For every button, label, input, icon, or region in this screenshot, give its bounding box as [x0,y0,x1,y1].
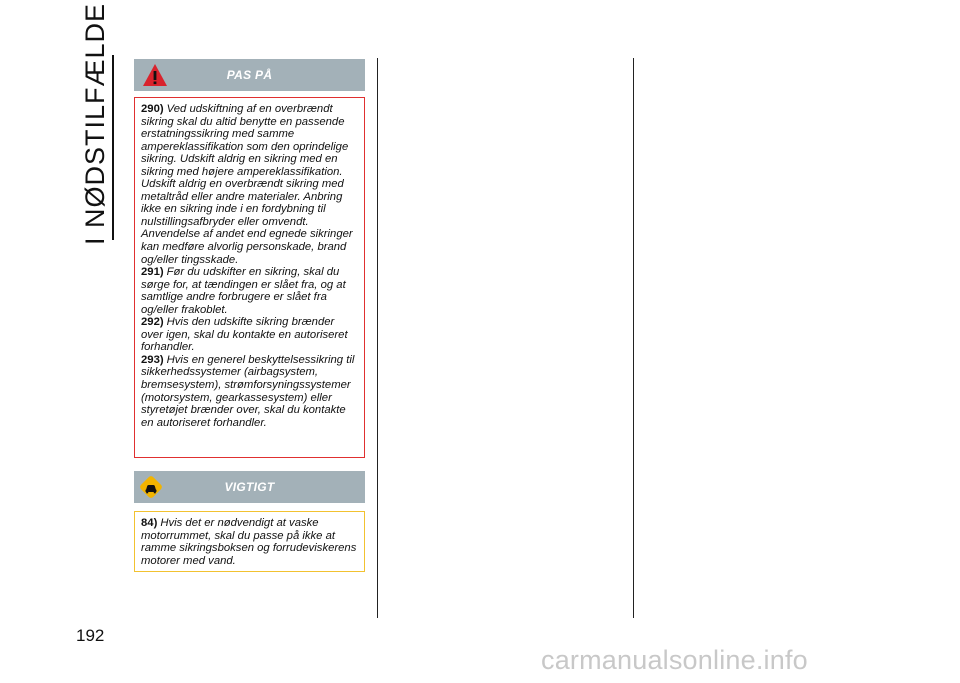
warning-item: 293) Hvis en generel beskyttelsessikring til sikkerhedssystemer (airbagsystem, bremsesystem), strømforsyningssystemer (motorsystem, gearkassesystem) eller styretøjet brænder over, skal du kontakte en autoriseret forhandler. [141,353,355,429]
warning-item: 292) Hvis den udskifte sikring brænder over igen, skal du kontakte en autoriseret forhandler. [141,316,348,354]
column-divider-left [377,58,378,618]
column-divider-right [633,58,634,618]
warning-body [134,97,365,458]
caution-header-title: VIGTIGT [224,480,275,494]
caution-header [134,471,365,503]
watermark: carmanualsonline.info [541,645,808,675]
caution-item: 84) Hvis det er nødvendigt at vaske motorrummet, skal du passe på ikke at ramme sikringsboksen og forrudeviskerens motorer med vand. [141,517,357,567]
warning-header-title: PAS PÅ [226,68,273,82]
warning-item: 290) Ved udskiftning af en overbrændt sikring skal du altid benytte en passende erstatningssikring med samme ampereklassifikation som den oprindelige sikring. Udskift aldrig en sikring med en sikring med højere ampereklassifikation. Udskift aldrig en overbrændt sikring med metaltråd eller andre materialer. Anbring ikke en sikring inde i en fordybning til nulstillingsafbryder eller omvendt. Anvendelse af andet end egnede sikringer kan medføre alvorlig personskade, brand og/eller tingsskade. [141,103,353,266]
warning-header [134,59,365,91]
page-number: 192 [76,626,105,645]
warning-item: 291) Før du udskifter en sikring, skal du sørge for, at tændingen er slået fra, og at samtlige andre forbrugere er slået fra og/eller frakoblet. [141,266,346,316]
chapter-title: I NØDSTILFÆLDE [80,2,110,245]
caution-body [134,511,365,572]
chapter-rule [112,55,114,240]
